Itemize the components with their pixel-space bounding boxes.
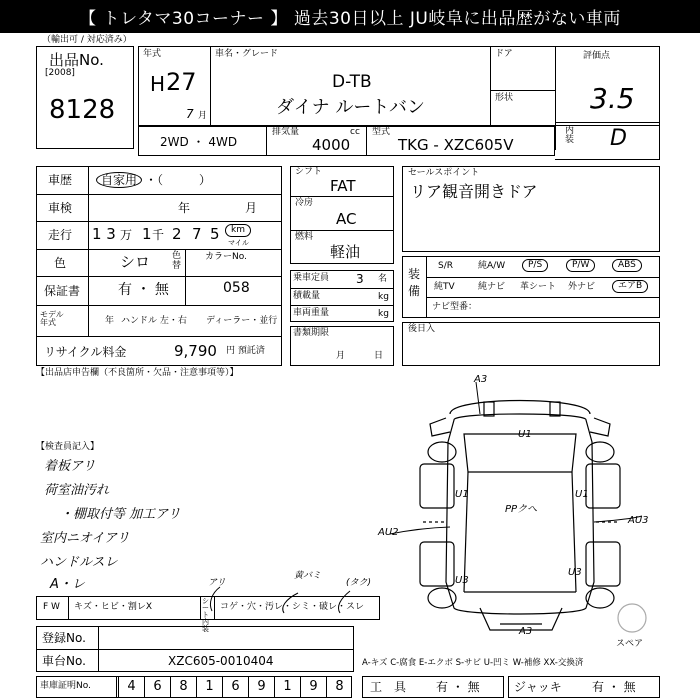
equip-navi-model: ナビ型番：: [432, 302, 478, 312]
fw-items2: コゲ・穴・汚レ・シミ・破レ・スレ: [220, 602, 365, 612]
diagram-label: AU2: [378, 527, 399, 538]
capacity-label: 乗車定員: [293, 273, 330, 283]
permit-digit: 6: [222, 676, 248, 698]
warranty-value: 有 ・ 無: [118, 282, 169, 298]
permit-digit: 4: [118, 676, 144, 698]
sales-point-box: [402, 166, 660, 252]
lot-label: 出品No.: [49, 51, 104, 69]
inspection-month: 月: [245, 201, 258, 215]
lot-number: 8128: [49, 95, 116, 125]
cooling-label: 冷房: [295, 198, 314, 208]
equip-sr: S/R: [438, 261, 453, 271]
inspection-year: 年: [178, 201, 191, 215]
equipment-label: 装備: [408, 267, 421, 298]
diagram-label: A3: [474, 374, 488, 385]
shape-label: 形状: [495, 93, 514, 103]
mileage-sen-unit: 千: [152, 228, 165, 242]
permit-digit: 1: [274, 676, 300, 698]
fw-circles: [190, 585, 380, 615]
color-change-label: 色替: [172, 251, 182, 271]
equip-ps: P/S: [522, 259, 548, 272]
equip-ext-navi: 外ナビ: [568, 282, 596, 292]
equip-pw: P/W: [566, 259, 595, 272]
chassis-label: 車台No.: [42, 654, 86, 668]
year-value: 27: [166, 68, 197, 96]
year-month: 7: [186, 107, 194, 121]
fw-note-3: (タク): [346, 578, 372, 588]
model-grade: D-TB: [332, 72, 372, 92]
score-label: 評価点: [583, 51, 611, 61]
inspection-label: 車検: [48, 201, 73, 215]
fw-seat: シート内装: [202, 597, 209, 633]
diagram-label: U1: [455, 489, 469, 500]
warranty-label: 保証書: [44, 284, 81, 298]
model-year-year: 年: [105, 316, 115, 326]
shift-value: FAT: [330, 177, 356, 195]
displacement-unit: cc: [350, 127, 360, 137]
diagram-label: U3: [455, 575, 469, 586]
mileage-label: 走行: [48, 228, 73, 242]
diagram-label: U3: [568, 567, 582, 578]
permit-digit: 1: [196, 676, 222, 698]
sales-point-value: リア観音開きドア: [410, 182, 538, 201]
equip-aw: 純A/W: [478, 261, 506, 271]
history-label: 車歴: [48, 173, 73, 187]
diagram-label: PPクへ: [505, 504, 538, 515]
permit-digit: 9: [248, 676, 274, 698]
fw-note-2: 黄バミ: [294, 571, 322, 581]
equip-abs: ABS: [612, 259, 642, 272]
color-no-label: カラーNo.: [205, 252, 247, 262]
model-name: ダイナ ルートバン: [276, 97, 426, 118]
damage-legend: A-キズ C-腐食 E-エクボ S-サビ U-凹ミ W-補修 XX-交換済: [362, 658, 584, 668]
inspector-note-3: ・棚取付等 加工アリ: [60, 507, 181, 522]
spare-label: スペア: [616, 639, 644, 649]
drive-label: 2WD ・ 4WD: [160, 135, 238, 149]
year-era: H: [150, 72, 166, 96]
banner: 【 トレタマ30コーナー 】 過去30日以上 JU岐阜に出品歴がない車両: [0, 0, 700, 33]
equip-leather: 革シート: [520, 282, 557, 292]
diagram-label: A3: [519, 626, 533, 637]
history-rest: ・（ ）: [145, 173, 212, 187]
registration-label: 登録No.: [42, 631, 86, 645]
recycle-unit: 円 預託済: [226, 346, 265, 356]
score-value: 3.5: [590, 82, 635, 115]
mileage-unit-mile: マイル: [228, 239, 249, 247]
displacement-value: 4000: [312, 136, 351, 154]
fuel-value: 軽油: [330, 243, 361, 261]
chassis-value: XZC605-0010404: [168, 654, 274, 668]
permit-digit: 6: [144, 676, 170, 698]
recycle-label: リサイクル料金: [44, 345, 127, 359]
year-month-unit: 月: [198, 111, 208, 121]
color-no-value: 058: [223, 280, 250, 296]
capacity-value: 3: [356, 272, 364, 286]
weight-label: 車両重量: [293, 308, 330, 318]
deadline-label: 書類期限: [293, 328, 330, 338]
jack-value: 有 ・ 無: [592, 680, 636, 694]
load-unit: kg: [378, 292, 389, 302]
deadline-day: 日: [374, 351, 384, 361]
inspector-note-5: ハンドルスレ: [40, 555, 118, 570]
mileage-digit-1: 2: [172, 225, 182, 243]
inspector-note-6: A・レ: [50, 577, 85, 592]
load-label: 積載量: [293, 291, 321, 301]
permit-digits: [118, 676, 352, 698]
diagram-label: AU3: [628, 515, 649, 526]
tools-label: 工 具: [370, 680, 407, 694]
seller-notes-label: 【出品店申告欄（不良箇所・欠品・注意事項等）】: [36, 368, 239, 378]
equip-airbag: エアB: [612, 280, 648, 293]
sales-point-label: セールスポイント: [408, 168, 480, 178]
inspector-note-1: 着板アリ: [44, 459, 96, 474]
type-value: TKG - XZC605V: [398, 136, 514, 154]
mileage-digit-2: 7: [192, 225, 202, 243]
type-label: 型式: [372, 127, 391, 137]
history-circled: 自家用: [96, 172, 142, 188]
year-label: 年式: [143, 49, 162, 59]
door-label: ドア: [495, 49, 513, 59]
tools-value: 有 ・ 無: [436, 680, 480, 694]
fw-note-1: アリ: [208, 578, 226, 588]
later-input-box: [402, 322, 660, 366]
inspector-note-4: 室内ニオイアリ: [40, 531, 130, 546]
jack-label: ジャッキ: [514, 680, 562, 694]
weight-unit: kg: [378, 309, 389, 319]
later-input-label: 後日入: [408, 324, 436, 334]
model-year-label: モデル年式: [40, 310, 64, 327]
equip-navi: 純ナビ: [478, 282, 506, 292]
displacement-label: 排気量: [272, 127, 300, 137]
model-year-dealer: ディーラー・並行: [206, 316, 278, 326]
permit-digit: 8: [326, 676, 352, 698]
recycle-value: 9,790: [174, 342, 217, 360]
diagram-label: U1: [518, 429, 532, 440]
inspector-note-2: 荷室油汚れ: [44, 483, 110, 498]
interior-label: 内装: [565, 126, 575, 145]
shift-label: シフト: [295, 167, 323, 177]
permit-digit: 9: [300, 676, 326, 698]
model-year-handle: ハンドル 左・右: [121, 316, 187, 326]
mileage-digit-3: 5: [210, 225, 220, 243]
lot-year-tag: [2008]: [45, 68, 75, 78]
equip-tv: 純TV: [434, 282, 455, 292]
sub-header: （輸出可 / 対応済み）: [42, 35, 132, 45]
model-label: 車名・グレード: [215, 49, 279, 59]
capacity-unit: 名: [378, 274, 388, 284]
cooling-value: AC: [336, 210, 357, 228]
mileage-unit-km: km: [225, 224, 251, 237]
color-value: シロ: [120, 253, 151, 271]
lot-box: [36, 46, 134, 149]
color-label: 色: [54, 256, 67, 270]
permit-label: 車庫証明No.: [40, 681, 91, 691]
mileage-man-unit: 万: [120, 228, 133, 242]
fw-label: F W: [43, 602, 60, 612]
fuel-label: 燃料: [295, 232, 314, 242]
permit-digit: 8: [170, 676, 196, 698]
fw-items: キズ・ヒビ・割レX: [74, 602, 152, 612]
diagram-label: U1: [575, 489, 589, 500]
mileage-man: 1 3: [92, 225, 116, 243]
interior-value: D: [610, 126, 627, 151]
mileage-sen: 1: [142, 225, 152, 243]
inspector-label: 【検査員記入】: [36, 442, 100, 452]
deadline-month: 月: [336, 351, 346, 361]
